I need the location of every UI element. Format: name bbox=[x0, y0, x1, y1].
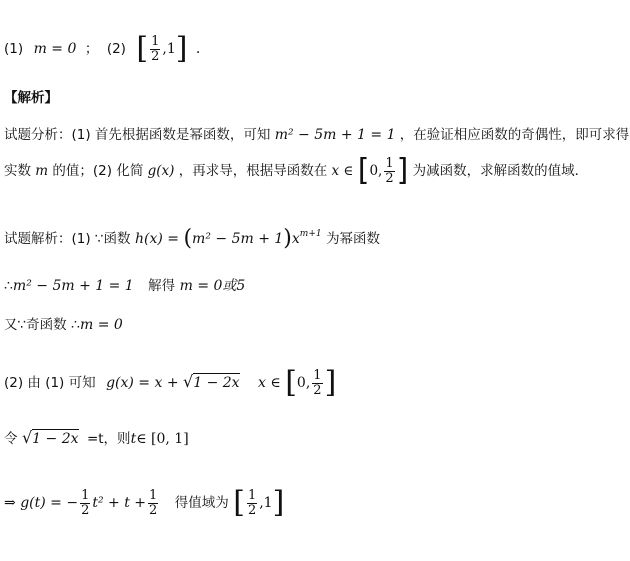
solution-s2-solve: 解得 bbox=[148, 278, 176, 294]
solution-s5-eq: =t，则 bbox=[86, 431, 131, 447]
analysis-l2-var: m bbox=[35, 163, 49, 179]
analysis-l2-func: g(x) bbox=[147, 163, 175, 179]
analysis-l2-inset: x ∈ bbox=[331, 163, 354, 179]
period: . bbox=[195, 41, 201, 57]
solution-s6-den1: 2 bbox=[81, 502, 90, 518]
solution-s4-part1: (2) 由 (1) 可知 bbox=[4, 375, 96, 391]
part1-label: (1) bbox=[4, 41, 24, 57]
paren-right: ) bbox=[283, 226, 292, 251]
analysis-l2-interval-left: 0, bbox=[369, 163, 383, 179]
solution-s5-let: 令 bbox=[4, 431, 18, 447]
analysis-l1-part2: ，在验证相应函数的奇偶性，即可求得 bbox=[399, 127, 630, 143]
solution-s6-den2: 2 bbox=[149, 502, 158, 518]
solution-s1-part2: 为幂函数 bbox=[326, 231, 381, 247]
separator: ； bbox=[84, 41, 99, 57]
part2-label: (2) bbox=[106, 41, 126, 57]
solution-s4-func: g(x) = x + bbox=[106, 375, 179, 391]
interval-den: 2 bbox=[151, 48, 160, 64]
solution-s1-paren-body: m² − 5m + 1 bbox=[192, 231, 284, 247]
solution-s1-exp: m+1 bbox=[299, 229, 322, 239]
analysis-line-2 bbox=[4, 153, 589, 188]
solution-s6-num1: 1 bbox=[81, 487, 90, 503]
solution-s3-text: 又∵奇函数 bbox=[4, 317, 67, 333]
solution-line-5 bbox=[4, 430, 189, 447]
bracket-right: ] bbox=[396, 153, 409, 188]
analysis-l2-part1: 实数 bbox=[4, 163, 31, 179]
analysis-l2-num: 1 bbox=[385, 155, 394, 171]
analysis-l2-part4: 为减函数，求解函数的值域． bbox=[412, 163, 589, 179]
solution-s3-result: m = 0 bbox=[79, 317, 123, 333]
solution-s4-radicand: 1 − 2x bbox=[193, 375, 240, 391]
solution-s4-den: 2 bbox=[313, 382, 322, 398]
interval-right: ,1 bbox=[162, 41, 176, 57]
solution-s6-fraction-1 bbox=[80, 489, 90, 517]
bracket-left: [ bbox=[136, 31, 149, 66]
interval-fraction bbox=[150, 35, 160, 63]
solution-line-2 bbox=[4, 279, 245, 294]
interval-num: 1 bbox=[151, 33, 160, 49]
analysis-l2-part3: ，再求导，根据导函数在 bbox=[178, 163, 328, 179]
analysis-l1-eq: m² − 5m + 1 = 1 bbox=[274, 127, 396, 143]
solution-line-1 bbox=[4, 228, 380, 250]
part1-value: m = 0 bbox=[33, 41, 77, 57]
solution-s2-result: m = 0或5 bbox=[179, 278, 246, 294]
section-heading: 【解析】 bbox=[4, 90, 58, 106]
solution-s4-domain: x ∈ bbox=[258, 375, 281, 391]
solution-s5-t: t bbox=[130, 431, 137, 447]
solution-label: 试题解析： bbox=[4, 231, 72, 247]
solution-s6-fraction-2 bbox=[148, 489, 158, 517]
solution-s4-fraction bbox=[312, 369, 322, 397]
analysis-l2-den: 2 bbox=[385, 170, 394, 186]
analysis-l2-part2: 的值；(2) 化简 bbox=[52, 163, 144, 179]
solution-s6-func: g(t) = − bbox=[20, 495, 79, 511]
solution-s4-num: 1 bbox=[313, 367, 322, 383]
analysis-line-1 bbox=[4, 128, 629, 143]
bracket-right: ] bbox=[272, 485, 285, 520]
solution-s6-num2: 1 bbox=[149, 487, 158, 503]
bracket-right: ] bbox=[175, 31, 188, 66]
answer-line bbox=[4, 31, 201, 66]
analysis-l2-fraction bbox=[384, 157, 394, 185]
solution-s1-x: x bbox=[291, 231, 300, 247]
paren-left: ( bbox=[183, 226, 193, 251]
analysis-l1-part1: (1) 首先根据函数是幂函数，可知 bbox=[71, 127, 271, 143]
bracket-left: [ bbox=[285, 365, 297, 400]
bracket-left: [ bbox=[233, 485, 245, 520]
solution-s6-num3: 1 bbox=[247, 487, 257, 503]
solution-s6-mid: t² + t + bbox=[92, 495, 147, 511]
solution-line-4 bbox=[4, 365, 337, 400]
solution-s6-text: 得值域为 bbox=[174, 495, 229, 511]
solution-s6-right: ,1 bbox=[259, 495, 273, 511]
therefore-symbol: ∴ bbox=[71, 317, 80, 333]
bracket-left: [ bbox=[357, 153, 370, 188]
solution-s6-fraction-3 bbox=[247, 489, 257, 517]
solution-s2-eq: m² − 5m + 1 = 1 bbox=[12, 278, 134, 294]
sqrt-symbol: √ bbox=[183, 372, 194, 391]
implies-symbol: ⇒ bbox=[4, 495, 16, 511]
analysis-label: 试题分析： bbox=[4, 127, 72, 143]
solution-s4-interval-left: 0, bbox=[296, 375, 311, 391]
therefore-symbol: ∴ bbox=[4, 278, 13, 294]
bracket-right: ] bbox=[324, 365, 337, 400]
solution-line-3 bbox=[4, 318, 123, 333]
solution-s5-in: ∈ [0, 1] bbox=[136, 431, 189, 447]
sqrt-symbol: √ bbox=[21, 428, 33, 447]
solution-s1-func: h(x) = bbox=[134, 231, 179, 247]
solution-s1-part1: (1) ∵函数 bbox=[71, 231, 131, 247]
solution-line-6 bbox=[4, 485, 285, 520]
solution-s6-den3: 2 bbox=[247, 502, 257, 518]
solution-s5-radicand: 1 − 2x bbox=[32, 431, 79, 447]
